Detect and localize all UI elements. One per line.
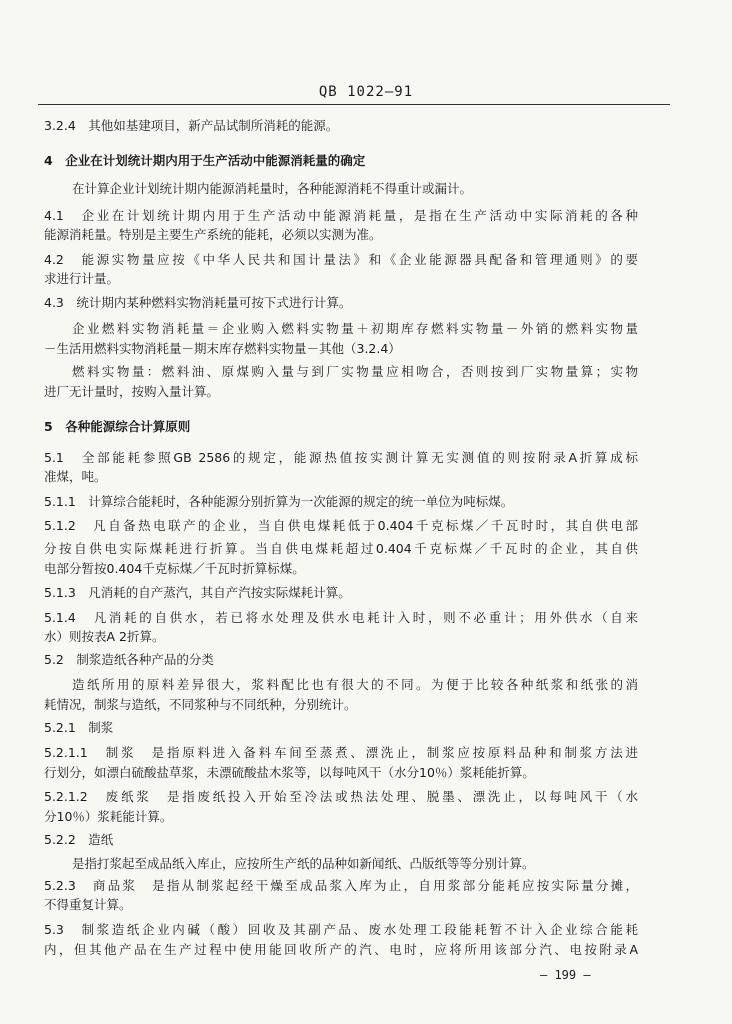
text-line: 4.1 企业在计划统计期内用于生产活动中能源消耗量，是指在生产活动中实际消耗的各种: [44, 208, 638, 223]
text-line: 5.1 全部能耗参照GB 2586的规定，能源热值按实测计算无实测值的则按附录A折算成标: [44, 450, 638, 465]
text-line: 燃料实物量：燃料油、原煤购入量与到厂实物量应相吻合，否则按到厂实物量算；实物: [72, 364, 638, 379]
formula-line: －生活用燃料实物消耗量－期末库存燃料实物量－其他（3.2.4）: [44, 341, 401, 356]
text-line: 耗情况，制浆与造纸，不同浆种与不同纸种，分别统计。: [44, 697, 357, 712]
text-line: 3.2.4 其他如基建项目，新产品试制所消耗的能源。: [44, 118, 339, 133]
text-line: 分10％）浆耗能计算。: [44, 809, 173, 824]
subsection-heading: 5.2.2 造纸: [44, 832, 114, 847]
text-line: 4.3 统计期内某种燃料实物消耗量可按下式进行计算。: [44, 295, 352, 310]
section-heading: 5 各种能源综合计算原则: [44, 419, 191, 434]
text-line: 分按自供电实际煤耗进行折算。当自供电煤耗超过0.404千克标煤／千瓦时的企业，其自供: [44, 541, 638, 556]
page-number: — 199 —: [540, 968, 591, 982]
text-line: 不得重复计算。: [44, 897, 132, 912]
text-line: 准煤，吨。: [44, 469, 107, 484]
text-line: 5.2.1.1 制浆 是指原料进入备料车间至蒸煮、漂洗止，制浆应按原料品种和制浆方法进: [44, 745, 638, 760]
text-line: 是指打浆起至成品纸入库止，应按所生产纸的品种如新闻纸、凸版纸等等分别计算。: [72, 856, 535, 871]
text-line: 5.1.2 凡自备热电联产的企业，当自供电煤耗低于0.404千克标煤／千瓦时时，其自供电部: [44, 518, 638, 533]
page-header: QB 1022—91: [318, 84, 414, 100]
text-line: 5.2.1.2 废纸浆 是指废纸投入开始至冷法或热法处理、脱墨、漂洗止，以每吨风干（水: [44, 789, 638, 804]
text-line: 在计算企业计划统计期内能源消耗量时，各种能源消耗不得重计或漏计。: [72, 181, 473, 196]
text-line: 水）则按表A 2折算。: [44, 629, 165, 644]
text-line: 5.3 制浆造纸企业内碱（酸）回收及其副产品、废水处理工段能耗暂不计入企业综合能耗: [44, 922, 638, 937]
text-line: 内，但其他产品在生产过程中使用能回收所产的汽、电时，应将所用该部分汽、电按附录A: [44, 942, 638, 957]
text-line: 电部分暂按0.404千克标煤／千瓦时折算标煤。: [44, 561, 305, 576]
text-line: 行划分，如漂白硫酸盐草浆，未漂硫酸盐木浆等，以每吨风干（水分10％）浆耗能折算。: [44, 765, 535, 780]
text-line: 5.1.3 凡消耗的自产蒸汽，其自产汽按实际煤耗计算。: [44, 585, 351, 600]
header-rule: [38, 104, 670, 105]
text-line: 5.1.4 凡消耗的自供水，若已将水处理及供水电耗计入时，则不必重计；用外供水（自来: [44, 610, 638, 625]
text-line: 5.2.3 商品浆 是指从制浆起经干燥至成品浆入库为止，自用浆部分能耗应按实际量分摊，: [44, 878, 638, 893]
text-line: 求进行计量。: [44, 271, 120, 286]
subsection-heading: 5.2.1 制浆: [44, 720, 114, 735]
subsection-heading: 5.2 制浆造纸各种产品的分类: [44, 652, 214, 667]
text-line: 造纸所用的原料差异很大，浆料配比也有很大的不同。为便于比较各种纸浆和纸张的消: [72, 677, 638, 692]
text-line: 能源消耗量。特别是主要生产系统的能耗，必须以实测为准。: [44, 227, 382, 242]
text-line: 进厂无计量时，按购入量计算。: [44, 384, 220, 399]
text-line: 4.2 能源实物量应按《中华人民共和国计量法》和《企业能源器具配备和管理通则》的要: [44, 252, 638, 267]
section-heading: 4 企业在计划统计期内用于生产活动中能源消耗量的确定: [44, 153, 366, 168]
text-line: 5.1.1 计算综合能耗时，各种能源分别折算为一次能源的规定的统一单位为吨标煤。: [44, 494, 514, 509]
formula-line: 企业燃料实物消耗量＝企业购入燃料实物量＋初期库存燃料实物量－外销的燃料实物量: [72, 321, 638, 336]
